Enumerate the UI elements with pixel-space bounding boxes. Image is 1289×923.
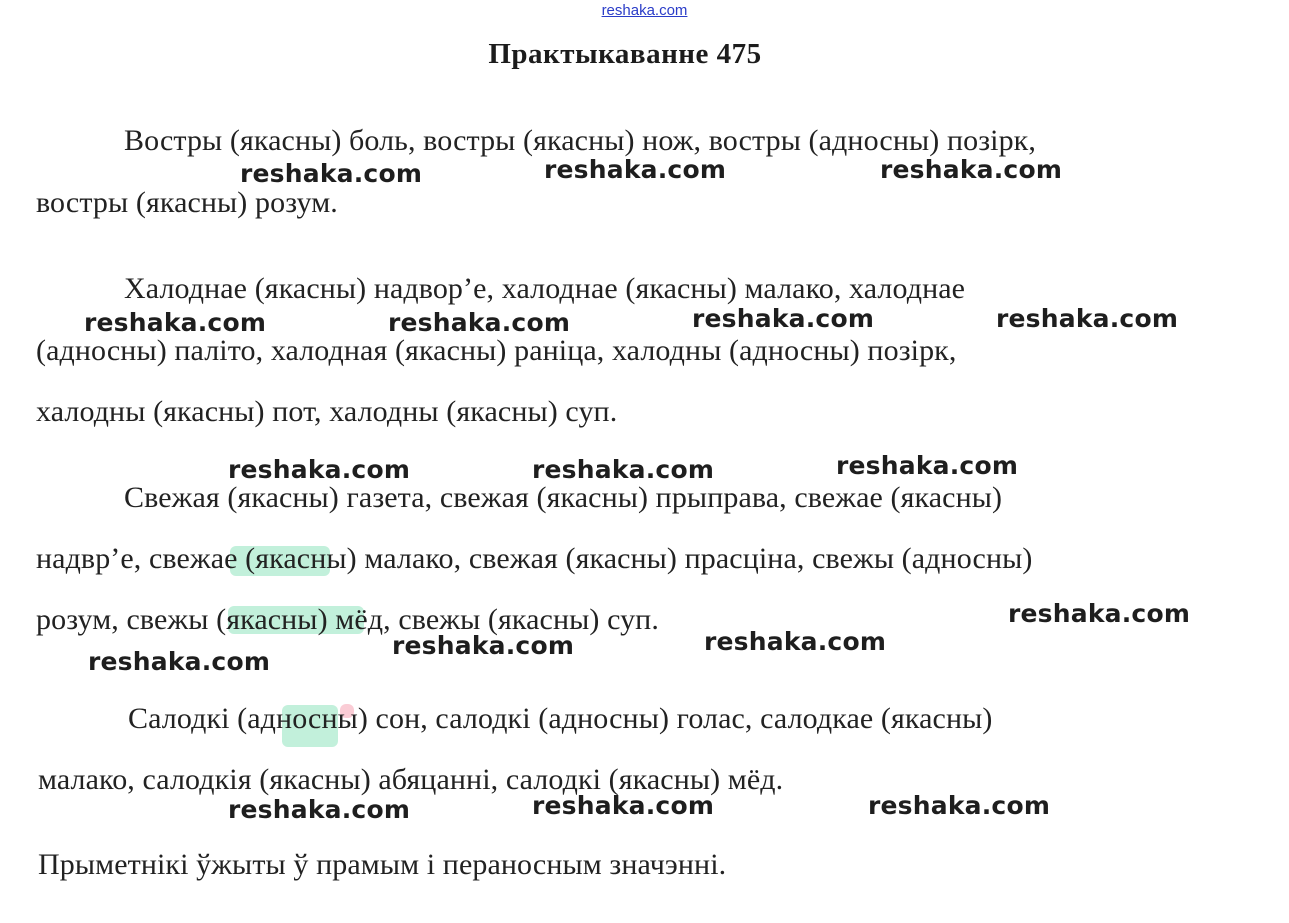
watermark: reshaka.com xyxy=(704,627,887,656)
watermark: reshaka.com xyxy=(88,647,271,676)
watermark: reshaka.com xyxy=(868,791,1051,820)
paragraph-line: Салодкі (адносны) сон, салодкі (адносны) голас, салодкае (якасны) xyxy=(128,702,993,735)
watermark: reshaka.com xyxy=(240,159,423,188)
watermark: reshaka.com xyxy=(996,304,1179,333)
paragraph-line: надвр’е, свежае (якасны) малако, свежая (якасны) прасціна, свежы (адносны) xyxy=(36,542,1033,575)
paragraph-line: (адносны) паліто, халодная (якасны) раніца, халодны (адносны) позірк, xyxy=(36,334,957,367)
paragraph-line: малако, салодкія (якасны) абяцанні, салодкі (якасны) мёд. xyxy=(38,763,784,796)
watermark: reshaka.com xyxy=(836,451,1019,480)
watermark: reshaka.com xyxy=(228,795,411,824)
paragraph-line: востры (якасны) розум. xyxy=(36,186,338,219)
watermark: reshaka.com xyxy=(544,155,727,184)
watermark: reshaka.com xyxy=(228,455,411,484)
watermark: reshaka.com xyxy=(392,631,575,660)
conclusion-text: Прыметнікі ўжыты ў прамым і пераносным значэнні. xyxy=(38,848,727,881)
watermark: reshaka.com xyxy=(692,304,875,333)
paragraph-line: Свежая (якасны) газета, свежая (якасны) прыправа, свежае (якасны) xyxy=(124,481,1003,514)
watermark: reshaka.com xyxy=(532,455,715,484)
paragraph-line: халодны (якасны) пот, халодны (якасны) суп. xyxy=(36,395,618,428)
watermark: reshaka.com xyxy=(1008,599,1191,628)
paragraph-line: Востры (якасны) боль, востры (якасны) нож, востры (адносны) позірк, xyxy=(124,124,1036,157)
watermark: reshaka.com xyxy=(388,308,571,337)
paragraph-line: розум, свежы (якасны) мёд, свежы (якасны) суп. xyxy=(36,603,659,636)
watermark: reshaka.com xyxy=(532,791,715,820)
watermark: reshaka.com xyxy=(84,308,267,337)
paragraph-line: Халоднае (якасны) надвор’е, халоднае (якасны) малако, халоднае xyxy=(124,272,966,305)
watermark: reshaka.com xyxy=(880,155,1063,184)
site-link[interactable]: reshaka.com xyxy=(601,2,688,19)
exercise-title: Практыкаванне 475 xyxy=(488,38,762,70)
